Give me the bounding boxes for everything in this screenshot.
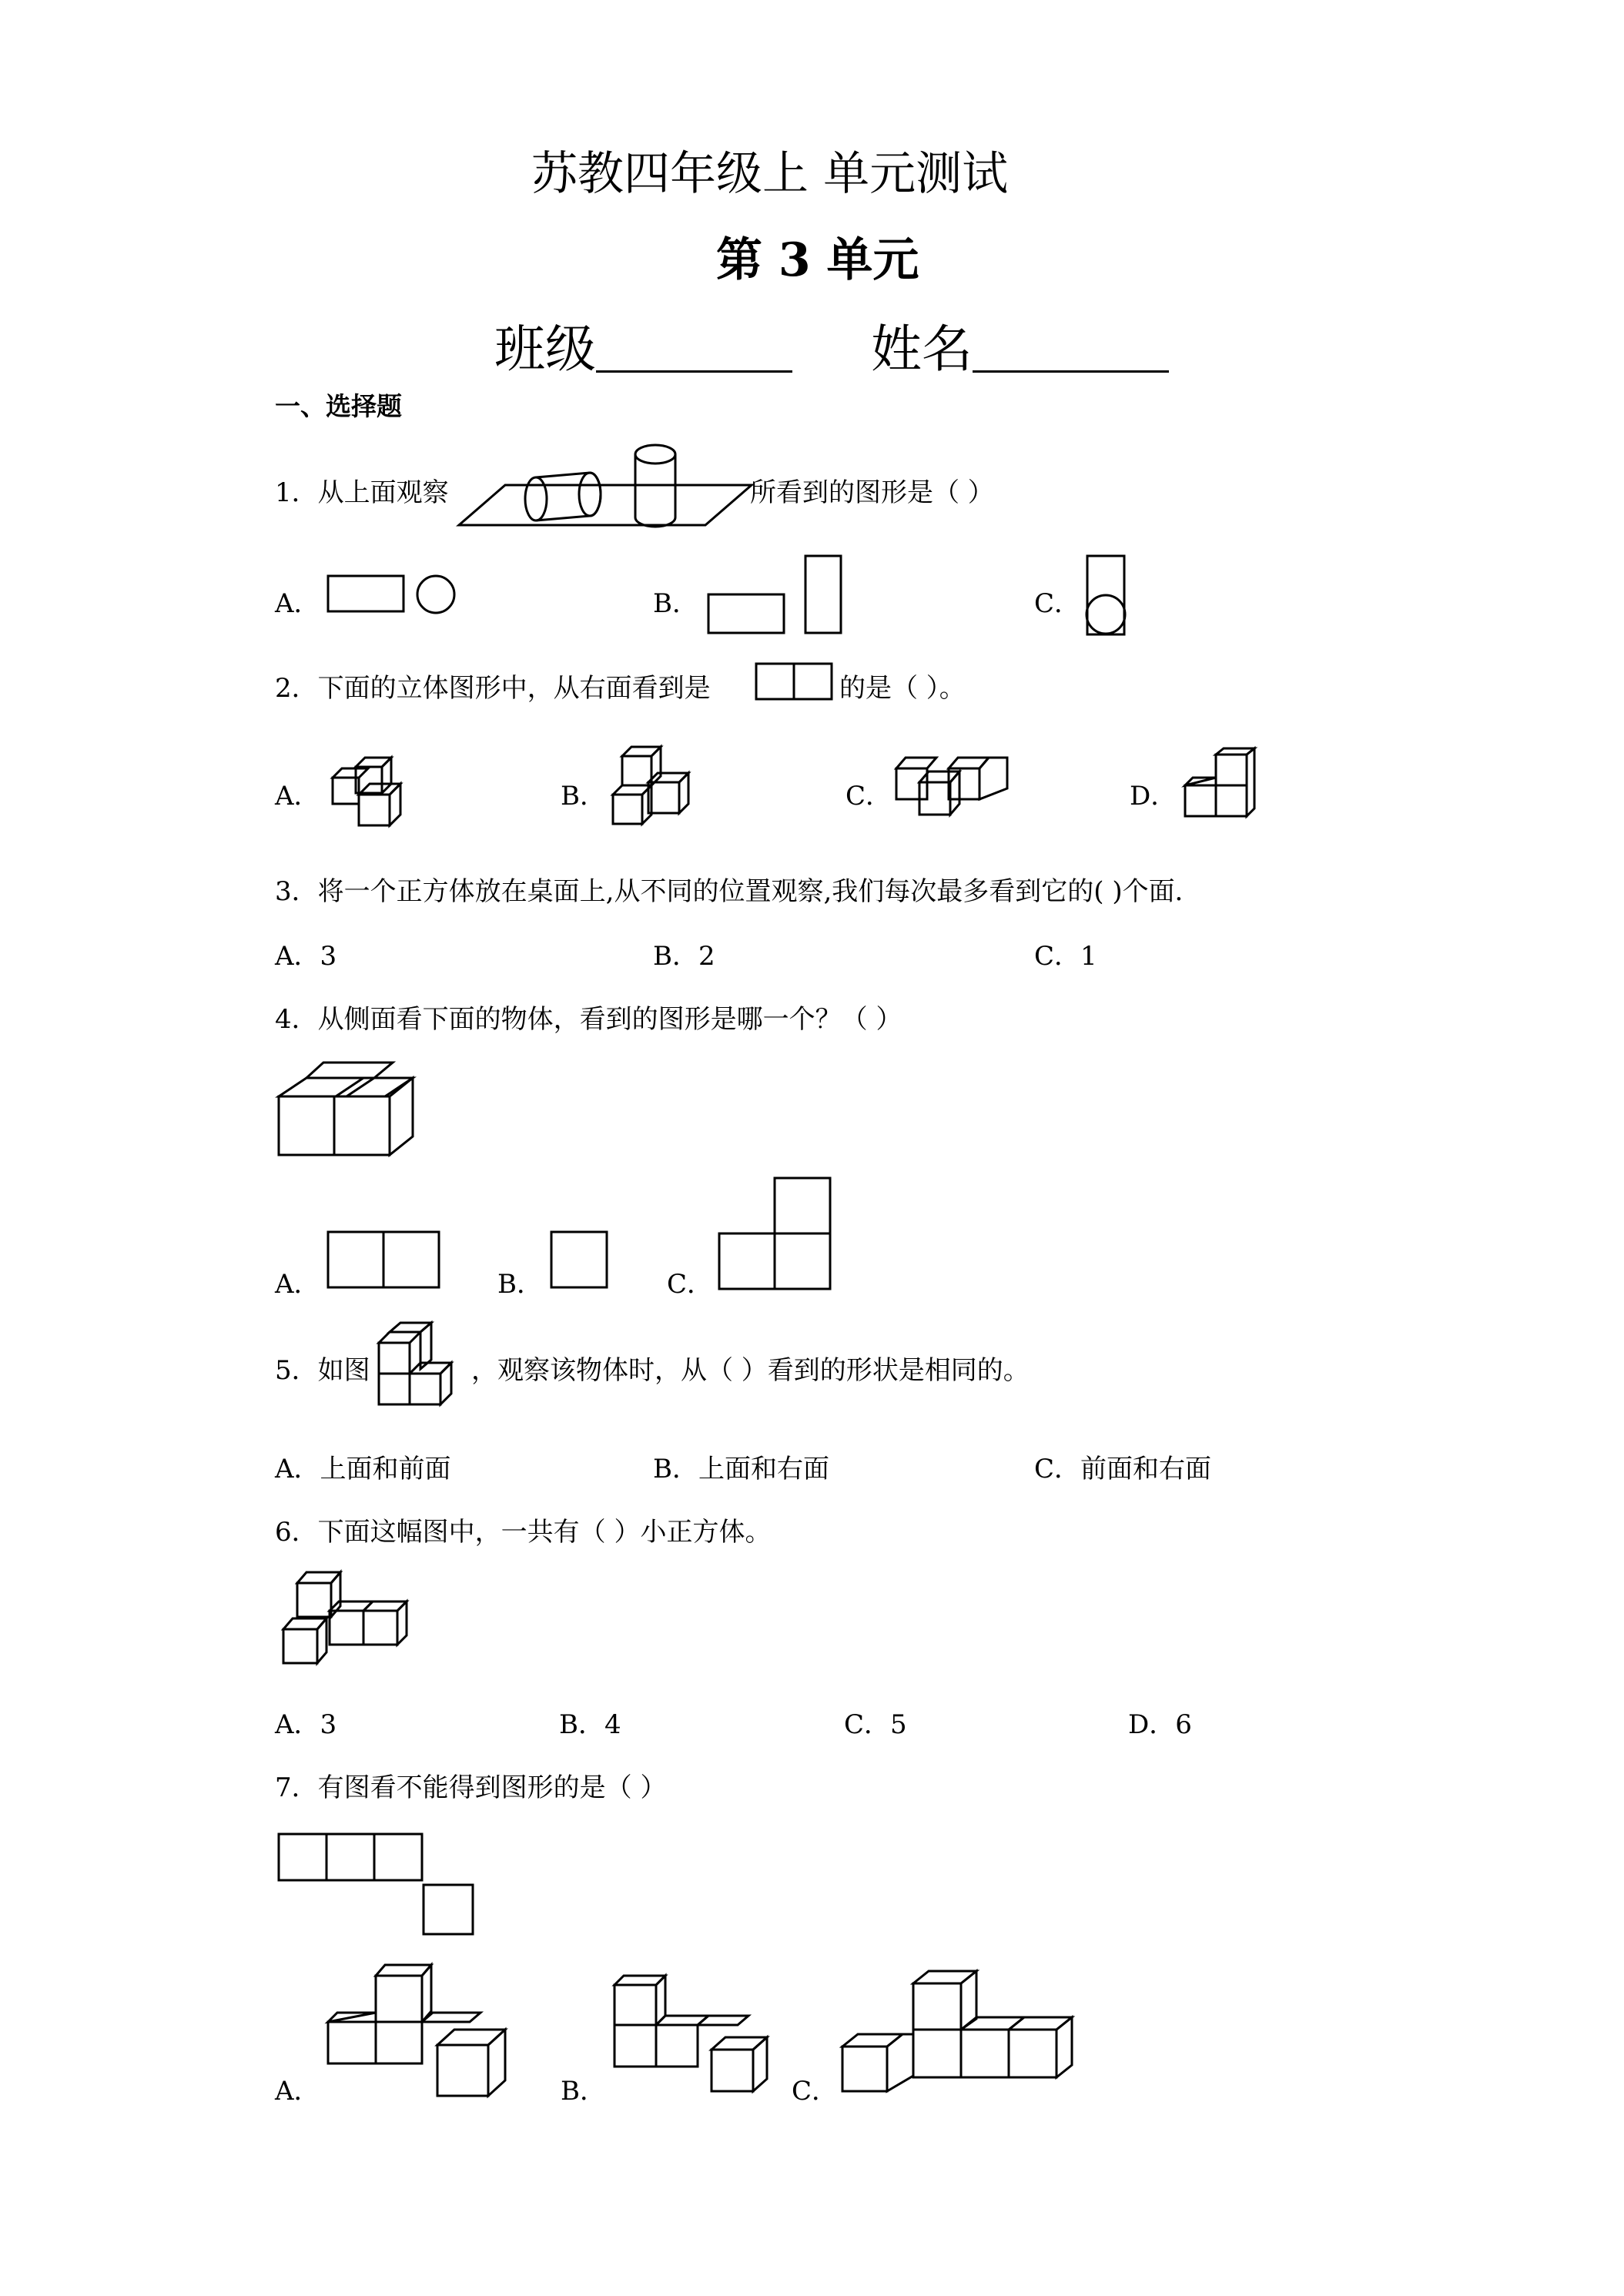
question-1-prefix: 1．从上面观察 <box>275 477 449 508</box>
q1-option-b-figure <box>707 554 845 639</box>
question-7: 7．有图看不能得到图形的是（ ） <box>275 1772 667 1803</box>
page-title: 苏教四年级上 单元测试 <box>531 147 1009 201</box>
q2-option-c[interactable]: C． <box>845 781 892 812</box>
q4-option-a[interactable]: A． <box>275 1269 320 1300</box>
q3-option-c[interactable]: C．1 <box>1034 941 1097 972</box>
q2-option-d[interactable]: D． <box>1130 781 1177 812</box>
q4-option-b-figure <box>550 1230 611 1292</box>
unit-title: 第 3 单元 <box>716 233 919 287</box>
q7-option-a[interactable]: A． <box>275 2076 320 2107</box>
q6-option-c[interactable]: C．5 <box>844 1709 907 1740</box>
question-6: 6．下面这幅图中，一共有（ ）小正方体。 <box>275 1517 772 1548</box>
q6-option-b[interactable]: B．4 <box>559 1709 621 1740</box>
q4-option-c[interactable]: C． <box>667 1269 714 1300</box>
q3-option-a[interactable]: A．3 <box>275 941 337 972</box>
q7-option-c-figure <box>841 1960 1080 2099</box>
q2-option-d-figure <box>1184 747 1257 824</box>
question-5-suffix: ，观察该物体时，从（ ）看到的形状是相同的。 <box>471 1355 1030 1386</box>
q4-option-c-figure <box>718 1176 833 1292</box>
question-7-figure <box>277 1832 477 1940</box>
question-1-figure <box>459 439 752 531</box>
q2-option-b-figure <box>611 745 696 833</box>
q2-option-a-figure <box>331 755 416 828</box>
q2-option-a[interactable]: A． <box>275 781 320 812</box>
q1-option-b[interactable]: B． <box>653 588 698 619</box>
class-blank[interactable] <box>596 324 792 373</box>
question-3: 3．将一个正方体放在桌面上,从不同的位置观察,我们每次最多看到它的( )个面． <box>275 876 1201 907</box>
q7-option-c[interactable]: C． <box>792 2076 839 2107</box>
question-4-figure <box>277 1061 424 1161</box>
q3-option-b[interactable]: B．2 <box>653 941 715 972</box>
q4-option-b[interactable]: B． <box>497 1269 543 1300</box>
class-label: 班级 <box>494 320 596 379</box>
section-heading: 一、选择题 <box>275 391 402 421</box>
student-info <box>494 308 1169 381</box>
q2-option-b[interactable]: B． <box>561 781 606 812</box>
q1-option-c-figure <box>1086 554 1132 639</box>
q7-option-b[interactable]: B． <box>561 2076 606 2107</box>
question-5-prefix: 5．如图 <box>275 1355 370 1386</box>
q7-option-b-figure <box>613 1968 790 2099</box>
question-4: 4．从侧面看下面的物体，看到的图形是哪一个？（ ） <box>275 1004 902 1035</box>
q1-option-a[interactable]: A． <box>275 588 320 619</box>
q6-option-d[interactable]: D．6 <box>1128 1709 1192 1740</box>
name-blank[interactable] <box>973 324 1169 373</box>
question-2-prefix: 2．下面的立体图形中，从右面看到是 <box>275 673 711 704</box>
q4-option-a-figure <box>326 1230 442 1292</box>
question-5-figure <box>377 1321 470 1414</box>
name-label: 姓名 <box>870 320 973 379</box>
q5-option-a[interactable]: A．上面和前面 <box>275 1454 451 1484</box>
q5-option-c[interactable]: C．前面和右面 <box>1034 1454 1212 1484</box>
question-2-suffix: 的是（ ）。 <box>839 673 966 704</box>
q7-option-a-figure <box>326 1959 519 2105</box>
q6-option-a[interactable]: A．3 <box>275 1709 337 1740</box>
q2-option-c-figure <box>895 755 1010 819</box>
question-1-suffix: 所看到的图形是（ ） <box>750 477 994 508</box>
question-2-figure <box>755 662 835 701</box>
q5-option-b[interactable]: B．上面和右面 <box>653 1454 829 1484</box>
question-6-figure <box>282 1571 428 1671</box>
q1-option-c[interactable]: C． <box>1034 588 1081 619</box>
q1-option-a-figure <box>326 573 457 619</box>
